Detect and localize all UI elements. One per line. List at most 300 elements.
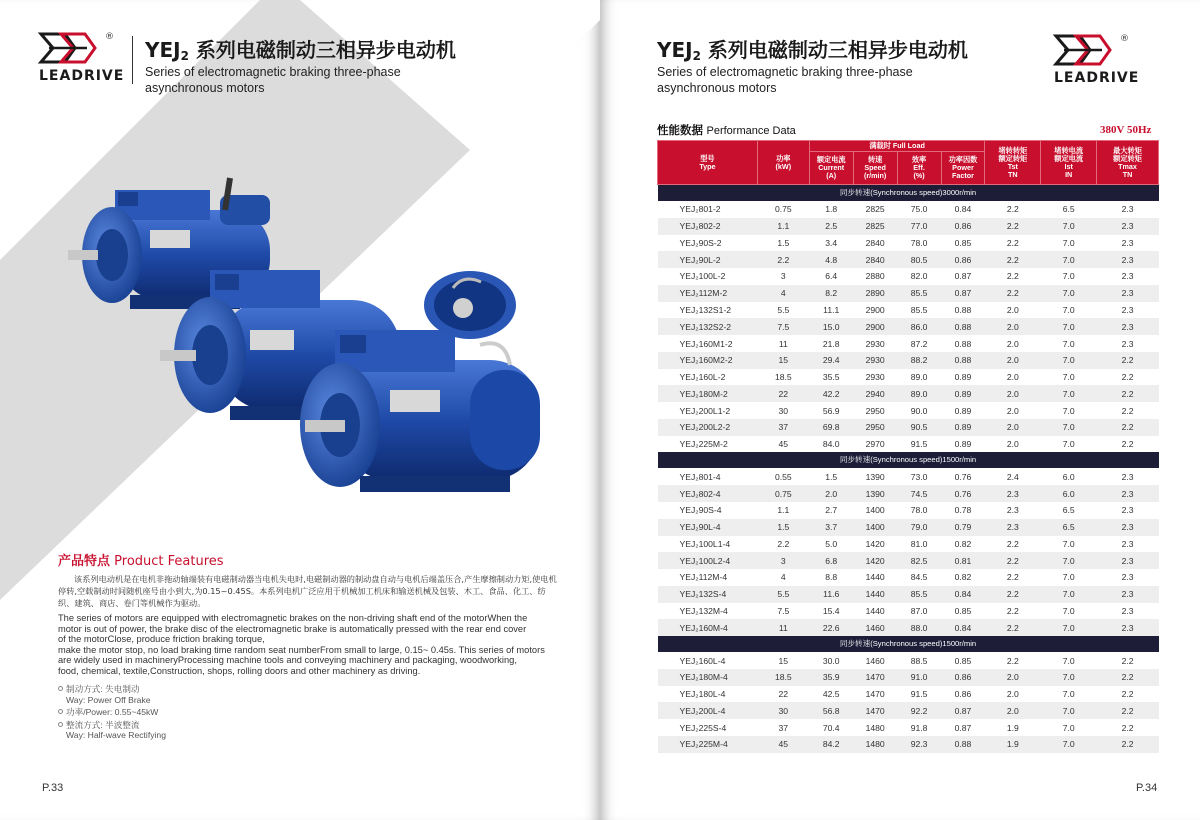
table-cell: 2950 — [853, 419, 897, 436]
table-row — [658, 536, 1159, 553]
group-label: 同步转速(Synchronous speed)1500r/min — [658, 636, 1159, 652]
table-cell: 35.9 — [809, 669, 853, 686]
table-cell: 5.0 — [809, 536, 853, 553]
group-label: 同步转速(Synchronous speed)3000r/min — [658, 185, 1159, 202]
table-cell: 7.0 — [1041, 369, 1097, 386]
table-cell: 0.55 — [757, 468, 809, 485]
table-cell: YEJ₂200L1-2 — [658, 402, 758, 419]
table-cell: 2.2 — [757, 251, 809, 268]
table-cell: 2.3 — [985, 502, 1041, 519]
table-cell: 56.8 — [809, 702, 853, 719]
table-cell: 7.0 — [1041, 352, 1097, 369]
table-cell: 2.3 — [1097, 468, 1159, 485]
table-row — [658, 352, 1159, 369]
table-cell: 1470 — [853, 686, 897, 703]
table-cell: 18.5 — [757, 369, 809, 386]
table-cell: 4 — [757, 569, 809, 586]
table-row — [658, 586, 1159, 603]
table-row — [658, 485, 1159, 502]
table-cell: 0.86 — [941, 669, 985, 686]
table-cell: 30.0 — [809, 652, 853, 669]
table-cell: 2.3 — [1097, 201, 1159, 218]
table-cell: 1440 — [853, 603, 897, 620]
table-cell: 2.3 — [1097, 603, 1159, 620]
table-cell: 0.89 — [941, 419, 985, 436]
table-cell: 2.3 — [1097, 318, 1159, 335]
table-cell: 2.3 — [1097, 235, 1159, 252]
table-cell: 7.0 — [1041, 302, 1097, 319]
table-cell: 42.2 — [809, 385, 853, 402]
table-cell: 80.5 — [897, 251, 941, 268]
table-cell: YEJ₂160M2-2 — [658, 352, 758, 369]
table-cell: 2970 — [853, 436, 897, 453]
table-cell: 2.3 — [1097, 536, 1159, 553]
table-cell: YEJ₂801-2 — [658, 201, 758, 218]
table-cell: 82.5 — [897, 552, 941, 569]
table-cell: 2.2 — [1097, 669, 1159, 686]
table-cell: 2.2 — [985, 569, 1041, 586]
table-cell: 1.5 — [809, 468, 853, 485]
table-cell: 2.3 — [1097, 218, 1159, 235]
table-cell: 87.0 — [897, 603, 941, 620]
table-row — [658, 719, 1159, 736]
table-cell: 2.3 — [1097, 502, 1159, 519]
table-cell: 89.0 — [897, 385, 941, 402]
table-cell: 2880 — [853, 268, 897, 285]
table-cell: 1.5 — [757, 519, 809, 536]
table-cell: YEJ₂801-4 — [658, 468, 758, 485]
table-cell: 2900 — [853, 302, 897, 319]
page-title: $YEJ_2$ 系列电磁制动三相异步电动机 — [145, 38, 456, 63]
table-cell: 1400 — [853, 502, 897, 519]
table-cell: 0.89 — [941, 402, 985, 419]
table-cell: 0.86 — [941, 218, 985, 235]
table-cell: 88.5 — [897, 652, 941, 669]
table-header — [658, 141, 1159, 185]
table-cell: 2.3 — [1097, 586, 1159, 603]
bullet-circle-icon — [58, 722, 63, 727]
table-cell: 81.0 — [897, 536, 941, 553]
table-cell: 2825 — [853, 218, 897, 235]
table-row — [658, 502, 1159, 519]
table-cell: 7.0 — [1041, 552, 1097, 569]
table-cell: YEJ₂180L-4 — [658, 686, 758, 703]
table-cell: 86.0 — [897, 318, 941, 335]
table-cell: 2.3 — [1097, 251, 1159, 268]
header-divider — [132, 36, 133, 84]
page-number-left: P.33 — [42, 782, 64, 794]
table-row — [658, 736, 1159, 753]
table-cell: 7.0 — [1041, 569, 1097, 586]
voltage-frequency: 380V 50Hz — [1100, 124, 1152, 136]
table-cell: 0.84 — [941, 201, 985, 218]
table-cell: 79.0 — [897, 519, 941, 536]
table-cell: 2890 — [853, 285, 897, 302]
table-cell: 2.0 — [985, 702, 1041, 719]
table-cell: 2.2 — [1097, 736, 1159, 753]
brand-logo-mark — [1050, 32, 1116, 68]
table-cell: 7.0 — [1041, 619, 1097, 636]
table-cell: 22 — [757, 686, 809, 703]
table-cell: 2.0 — [985, 686, 1041, 703]
table-cell: 30 — [757, 702, 809, 719]
table-cell: 7.0 — [1041, 285, 1097, 302]
table-cell: 3 — [757, 268, 809, 285]
table-cell: 0.89 — [941, 385, 985, 402]
table-cell: 0.89 — [941, 369, 985, 386]
table-cell: YEJ₂225S-4 — [658, 719, 758, 736]
table-cell: 0.85 — [941, 603, 985, 620]
table-cell: 91.8 — [897, 719, 941, 736]
table-row — [658, 603, 1159, 620]
table-cell: 30 — [757, 402, 809, 419]
table-cell: 2.2 — [1097, 652, 1159, 669]
table-cell: YEJ₂802-4 — [658, 485, 758, 502]
table-cell: 0.88 — [941, 318, 985, 335]
table-cell: 0.75 — [757, 485, 809, 502]
right-title-block — [657, 34, 968, 95]
table-cell: 42.5 — [809, 686, 853, 703]
features-heading: 产品特点 Product Features — [58, 554, 224, 569]
table-cell: 0.87 — [941, 268, 985, 285]
brand-wordmark: LEADRIVE — [39, 68, 125, 84]
table-cell: 2.4 — [985, 468, 1041, 485]
table-cell: 2.2 — [985, 235, 1041, 252]
page-title-right: $YEJ_2$ 系列电磁制动三相异步电动机 — [657, 38, 968, 63]
page-title-right-en-2: asynchronous motors — [657, 81, 777, 95]
table-group-header — [658, 185, 1159, 202]
table-row — [658, 652, 1159, 669]
table-cell: 2.3 — [1097, 569, 1159, 586]
table-cell: 2940 — [853, 385, 897, 402]
table-cell: 2.0 — [809, 485, 853, 502]
spec-item-power: 功率/Power: 0.55~45kW — [58, 707, 558, 718]
table-cell: 8.8 — [809, 569, 853, 586]
brand-logo-mark — [35, 30, 101, 66]
table-cell: 92.2 — [897, 702, 941, 719]
table-cell: 1390 — [853, 468, 897, 485]
table-cell: 70.4 — [809, 719, 853, 736]
table-cell: 2.3 — [1097, 268, 1159, 285]
table-cell: 5.5 — [757, 302, 809, 319]
table-row — [658, 369, 1159, 386]
table-row — [658, 201, 1159, 218]
table-cell: YEJ₂112M-2 — [658, 285, 758, 302]
table-cell: 1480 — [853, 736, 897, 753]
table-cell: 45 — [757, 736, 809, 753]
table-cell: 7.0 — [1041, 736, 1097, 753]
table-cell: 6.5 — [1041, 502, 1097, 519]
table-row — [658, 268, 1159, 285]
table-cell: 15.4 — [809, 603, 853, 620]
table-cell: YEJ₂90L-4 — [658, 519, 758, 536]
table-cell: 21.8 — [809, 335, 853, 352]
table-cell: 15.0 — [809, 318, 853, 335]
table-cell: 2.2 — [1097, 419, 1159, 436]
table-cell: 2.2 — [1097, 436, 1159, 453]
table-cell: 85.5 — [897, 285, 941, 302]
table-cell: 2.3 — [1097, 552, 1159, 569]
table-cell: 1460 — [853, 619, 897, 636]
table-cell: 2.2 — [985, 536, 1041, 553]
table-cell: 7.0 — [1041, 536, 1097, 553]
table-cell: 2.0 — [985, 419, 1041, 436]
table-row — [658, 235, 1159, 252]
table-cell: 2.2 — [985, 201, 1041, 218]
table-cell: 7.5 — [757, 318, 809, 335]
brake-motors-illustration — [60, 170, 560, 510]
table-cell: YEJ₂100L2-4 — [658, 552, 758, 569]
table-cell: 2.2 — [985, 251, 1041, 268]
table-cell: 0.79 — [941, 519, 985, 536]
table-cell: 0.86 — [941, 251, 985, 268]
table-cell: 78.0 — [897, 235, 941, 252]
col-header-eff: 效率 Eff. (%) — [897, 152, 941, 185]
table-cell: 2.2 — [985, 652, 1041, 669]
table-cell: 7.0 — [1041, 669, 1097, 686]
table-cell: 90.5 — [897, 419, 941, 436]
table-cell: 2.2 — [985, 619, 1041, 636]
table-cell: 11.6 — [809, 586, 853, 603]
table-row — [658, 436, 1159, 453]
table-cell: 2.3 — [1097, 485, 1159, 502]
table-cell: YEJ₂90S-2 — [658, 235, 758, 252]
table-cell: 3 — [757, 552, 809, 569]
table-cell: 74.5 — [897, 485, 941, 502]
table-cell: 8.2 — [809, 285, 853, 302]
bullet-circle-icon — [58, 709, 63, 714]
table-cell: YEJ₂132S-4 — [658, 586, 758, 603]
table-cell: 0.87 — [941, 702, 985, 719]
table-cell: 88.0 — [897, 619, 941, 636]
col-header-speed: 转速 Speed (r/min) — [853, 152, 897, 185]
table-cell: 2930 — [853, 369, 897, 386]
table-cell: 22 — [757, 385, 809, 402]
motor-large — [300, 330, 540, 492]
table-cell: 0.75 — [757, 201, 809, 218]
features-spec-list — [58, 684, 558, 741]
table-cell: 2.0 — [985, 352, 1041, 369]
table-cell: 1.1 — [757, 218, 809, 235]
table-cell: 2930 — [853, 352, 897, 369]
table-cell: 73.0 — [897, 468, 941, 485]
table-cell: 7.0 — [1041, 268, 1097, 285]
table-cell: YEJ₂160L-2 — [658, 369, 758, 386]
table-cell: 75.0 — [897, 201, 941, 218]
table-cell: 2.3 — [1097, 335, 1159, 352]
table-cell: 1460 — [853, 652, 897, 669]
table-row — [658, 302, 1159, 319]
table-cell: 2.2 — [1097, 686, 1159, 703]
table-cell: 11 — [757, 335, 809, 352]
table-cell: 2.3 — [1097, 519, 1159, 536]
table-row — [658, 619, 1159, 636]
table-cell: 0.76 — [941, 468, 985, 485]
table-cell: 0.78 — [941, 502, 985, 519]
table-row — [658, 251, 1159, 268]
table-cell: YEJ₂160L-4 — [658, 652, 758, 669]
table-cell: 2.2 — [1097, 352, 1159, 369]
table-cell: 0.88 — [941, 302, 985, 319]
table-cell: 37 — [757, 719, 809, 736]
table-row — [658, 686, 1159, 703]
table-cell: YEJ₂160M1-2 — [658, 335, 758, 352]
table-cell: 7.0 — [1041, 419, 1097, 436]
table-cell: 2.2 — [1097, 719, 1159, 736]
table-cell: 69.8 — [809, 419, 853, 436]
table-cell: 45 — [757, 436, 809, 453]
table-cell: 18.5 — [757, 669, 809, 686]
table-cell: 0.88 — [941, 335, 985, 352]
table-cell: 2.3 — [985, 485, 1041, 502]
table-cell: 0.84 — [941, 586, 985, 603]
col-header-ist: 堵转电流 额定电流 Ist IN — [1041, 141, 1097, 185]
table-cell: 15 — [757, 352, 809, 369]
table-cell: 0.88 — [941, 736, 985, 753]
table-cell: 2.0 — [985, 436, 1041, 453]
table-cell: 2930 — [853, 335, 897, 352]
table-cell: 7.0 — [1041, 719, 1097, 736]
table-cell: 2.2 — [1097, 402, 1159, 419]
table-cell: 4.8 — [809, 251, 853, 268]
table-cell: 7.0 — [1041, 218, 1097, 235]
table-cell: 7.5 — [757, 603, 809, 620]
table-cell: 0.82 — [941, 569, 985, 586]
table-cell: 11.1 — [809, 302, 853, 319]
table-body — [658, 185, 1159, 753]
table-cell: 2900 — [853, 318, 897, 335]
table-cell: 2840 — [853, 251, 897, 268]
table-row — [658, 402, 1159, 419]
table-cell: 5.5 — [757, 586, 809, 603]
table-cell: 87.2 — [897, 335, 941, 352]
table-cell: 85.5 — [897, 586, 941, 603]
table-cell: 7.0 — [1041, 702, 1097, 719]
table-cell: 7.0 — [1041, 335, 1097, 352]
table-cell: 2.3 — [1097, 302, 1159, 319]
registered-mark: ® — [105, 32, 114, 42]
page-title-en-2: asynchronous motors — [145, 81, 265, 95]
table-cell: 2.2 — [1097, 369, 1159, 386]
table-cell: 1.5 — [757, 235, 809, 252]
table-cell: 0.85 — [941, 235, 985, 252]
table-cell: 0.87 — [941, 719, 985, 736]
table-cell: 91.5 — [897, 686, 941, 703]
table-cell: 7.0 — [1041, 603, 1097, 620]
table-cell: 1440 — [853, 569, 897, 586]
table-cell: 1480 — [853, 719, 897, 736]
product-features — [58, 550, 558, 743]
table-cell: YEJ₂180M-4 — [658, 669, 758, 686]
table-cell: 15 — [757, 652, 809, 669]
table-cell: 2.2 — [985, 603, 1041, 620]
table-cell: 2950 — [853, 402, 897, 419]
table-row — [658, 552, 1159, 569]
table-cell: 7.0 — [1041, 402, 1097, 419]
col-header-full-load: 满载时 Full Load — [809, 141, 985, 152]
table-cell: 2825 — [853, 201, 897, 218]
table-cell: 1440 — [853, 586, 897, 603]
features-paragraph-en: The series of motors are equipped with electromagnetic brakes on the non-driving shaft end of the motorWhen the motor is out of power, the brake disc of the electromagnetic brake is automatically pressed with the rear end cover of the motorClose, produce friction braking torque, make the motor stop, no load braking time random seat numberFrom small to large, 0.15~ 0.45s. This series of motors are widely used in machineryProcessing machine tools and conveying machinery and packaging, woodworking, food, chemical, textile,Construction, shops, rolling doors and other machinery as driving. — [58, 613, 545, 676]
page-title-en-1: Series of electromagnetic braking three-phase — [145, 65, 401, 79]
table-cell: 0.88 — [941, 352, 985, 369]
table-row — [658, 519, 1159, 536]
performance-table — [657, 140, 1159, 753]
table-cell: 7.0 — [1041, 385, 1097, 402]
table-cell: 2.2 — [985, 268, 1041, 285]
table-row — [658, 569, 1159, 586]
table-cell: 6.5 — [1041, 201, 1097, 218]
table-cell: 6.5 — [1041, 519, 1097, 536]
table-cell: 0.87 — [941, 285, 985, 302]
table-cell: 91.0 — [897, 669, 941, 686]
table-cell: 77.0 — [897, 218, 941, 235]
table-cell: YEJ₂132S1-2 — [658, 302, 758, 319]
table-cell: YEJ₂200L2-2 — [658, 419, 758, 436]
bullet-circle-icon — [58, 686, 63, 691]
table-cell: YEJ₂100L1-4 — [658, 536, 758, 553]
table-row — [658, 468, 1159, 485]
table-cell: 82.0 — [897, 268, 941, 285]
table-cell: 1400 — [853, 519, 897, 536]
col-header-pf: 功率因数 Power Factor — [941, 152, 985, 185]
left-title-block — [145, 34, 456, 95]
brand-logo — [35, 30, 125, 90]
table-cell: 2.3 — [1097, 619, 1159, 636]
table-cell: 7.0 — [1041, 318, 1097, 335]
registered-mark: ® — [1120, 34, 1129, 44]
table-cell: 92.3 — [897, 736, 941, 753]
table-row — [658, 318, 1159, 335]
table-group-header — [658, 452, 1159, 468]
table-row — [658, 702, 1159, 719]
table-group-header — [658, 636, 1159, 652]
table-cell: 88.2 — [897, 352, 941, 369]
table-cell: 4 — [757, 285, 809, 302]
table-row — [658, 218, 1159, 235]
table-row — [658, 419, 1159, 436]
table-cell: 6.4 — [809, 268, 853, 285]
table-cell: YEJ₂160M-4 — [658, 619, 758, 636]
table-cell: 2.3 — [1097, 285, 1159, 302]
table-cell: 6.0 — [1041, 468, 1097, 485]
table-cell: YEJ₂225M-4 — [658, 736, 758, 753]
table-cell: 7.0 — [1041, 586, 1097, 603]
features-paragraph-zh: 该系列电动机是在电机非拖动轴端装有电磁制动器当电机失电时,电磁制动器的制动盘自动与电机后端盖压合,产生摩擦制动力矩,使电机停转,空载制动时间随机座号由小到大,为0.15~0.45S。本系列电机广泛应用于机械加工机床和输送机械及包装、木工、食品、化工、纺织、建筑、商店、卷门等机械作为驱动。 — [58, 574, 557, 608]
table-cell: 1420 — [853, 552, 897, 569]
table-cell: 7.0 — [1041, 436, 1097, 453]
table-cell: 2.0 — [985, 318, 1041, 335]
brand-wordmark: LEADRIVE — [1054, 70, 1140, 86]
table-cell: 2.2 — [1097, 702, 1159, 719]
table-cell: 2.0 — [985, 302, 1041, 319]
table-cell: 1.8 — [809, 201, 853, 218]
col-header-tmax: 最大转矩 额定转矩 Tmax TN — [1097, 141, 1159, 185]
table-cell: 1390 — [853, 485, 897, 502]
table-cell: 84.5 — [897, 569, 941, 586]
table-row — [658, 335, 1159, 352]
table-cell: 2.2 — [985, 586, 1041, 603]
table-cell: 89.0 — [897, 369, 941, 386]
table-cell: YEJ₂90L-2 — [658, 251, 758, 268]
table-row — [658, 285, 1159, 302]
brand-logo-right — [1050, 32, 1140, 92]
table-cell: 2.0 — [985, 669, 1041, 686]
page-title-right-en-1: Series of electromagnetic braking three-phase — [657, 65, 913, 79]
performance-data-title: 性能数据 Performance Data — [657, 123, 796, 137]
table-cell: 37 — [757, 419, 809, 436]
table-cell: 22.6 — [809, 619, 853, 636]
